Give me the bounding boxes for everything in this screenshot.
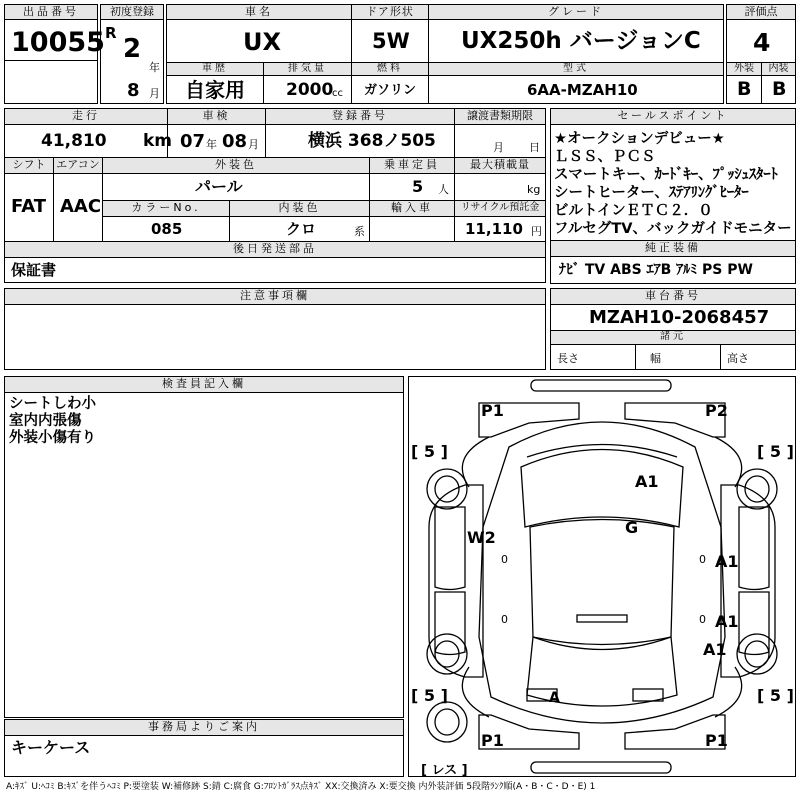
sales-points-list: [551, 128, 797, 239]
history: 自家用: [185, 78, 245, 102]
sales-point-line: スマートキー、ｶｰﾄﾞｷｰ、ﾌﾟｯｼｭｽﾀｰﾄ: [554, 167, 778, 183]
shift: FAT: [11, 196, 47, 217]
shift-label: シフト: [4, 157, 54, 174]
inspector-line: シートしわ小: [9, 396, 96, 412]
lot-label: 出品番号: [4, 4, 98, 20]
office-note: キーケース: [11, 738, 91, 757]
plate: 横浜 368ノ505: [308, 131, 436, 151]
displacement: 2000: [286, 80, 334, 100]
chassis-cell: [550, 304, 796, 331]
doors: 5W: [372, 29, 410, 53]
ac: AAC: [60, 196, 102, 217]
capacity-unit: 人: [438, 183, 449, 196]
name-cell: [166, 19, 352, 63]
car-diagram-frame: [408, 376, 796, 777]
reg-year: 2: [123, 34, 142, 64]
score: 4: [753, 28, 771, 57]
reg-year-unit: 年: [149, 61, 160, 74]
fuel: ガソリン: [364, 83, 417, 98]
spec-height-cell: [720, 344, 796, 370]
office-box: [4, 735, 404, 777]
import-label: 輸入車: [369, 200, 455, 217]
ext-cell: [726, 75, 762, 104]
reg-cell: [100, 19, 164, 104]
spec-width: 幅: [650, 352, 661, 365]
sales-point-line: ＬＳＳ、ＰＣＳ: [554, 149, 656, 165]
inspector-box: [4, 392, 404, 718]
insp-month-unit: 月: [248, 138, 259, 151]
tire-depth-front-left: [ 5 ]: [411, 442, 448, 461]
lot-blank: [4, 60, 98, 104]
later-parts: 保証書: [11, 261, 57, 279]
score-label: 評価点: [726, 4, 796, 20]
score-cell: [726, 19, 796, 63]
equipment-items: ﾅﾋﾞ TV ABS ｴｱB ｱﾙﾐ PS PW: [559, 262, 753, 278]
lot-cell: [4, 19, 105, 61]
plate-cell: [265, 124, 455, 158]
transfer-month-unit: 月: [493, 141, 504, 154]
door-zero-mark: 0: [501, 613, 508, 626]
model-label: 型式: [428, 62, 724, 76]
color-label: 外装色: [102, 157, 370, 174]
int-grade: B: [772, 78, 787, 100]
fuel-label: 燃料: [351, 62, 429, 76]
defect-mark-g-windshield: G: [625, 518, 639, 537]
defect-mark-a-rear: A: [549, 690, 560, 706]
inspector-label: 検査員記入欄: [4, 376, 404, 393]
car-name: UX: [243, 28, 281, 56]
cc-unit: cc: [332, 88, 343, 99]
notes-box: [4, 304, 546, 370]
displacement-label: 排気量: [263, 62, 352, 76]
reg-era: R: [105, 24, 117, 42]
recycle-label: リサイクル預託金: [454, 200, 546, 217]
transfer-label: 譲渡書類期限: [454, 108, 546, 125]
transfer-cell: [454, 124, 546, 158]
color-cell: [102, 173, 370, 201]
interior-color: クロ: [286, 220, 317, 238]
door-zero-mark: 0: [699, 613, 706, 626]
displacement-cell: [263, 75, 352, 104]
model-cell: [428, 75, 724, 104]
later-parts-cell: [4, 257, 546, 283]
notes-label: 注意事項欄: [4, 288, 546, 305]
spec-width-cell: [635, 344, 721, 370]
chassis-label: 車台番号: [550, 288, 796, 305]
sales-point-line: ビルトインＥＴＣ２．０: [554, 203, 713, 219]
interior-color-label: 内装色: [229, 200, 370, 217]
insp-year-unit: 年: [206, 138, 217, 151]
interior-color-cell: [229, 216, 370, 242]
inspector-lines: [9, 396, 96, 447]
equipment-label: 純正装備: [550, 240, 796, 257]
mileage-cell: [4, 124, 173, 158]
spec-height: 高さ: [727, 352, 749, 365]
color: パール: [195, 177, 243, 196]
chassis-number: MZAH10-2068457: [589, 307, 770, 328]
tire-depth-rear-left: [ 5 ]: [411, 686, 448, 705]
inspection-label: 車検: [167, 108, 266, 125]
color-no: 085: [151, 220, 183, 238]
reg-month: 8: [127, 80, 140, 101]
spec-length: 長さ: [557, 352, 579, 365]
later-parts-label: 後日発送部品: [4, 241, 546, 258]
grade: UX250h バージョンC: [461, 28, 701, 54]
mileage-unit: km: [143, 131, 173, 151]
load-unit: kg: [527, 183, 541, 196]
sales-point-line: シートヒーター、ｽﾃｱﾘﾝｸﾞﾋｰﾀｰ: [554, 185, 749, 201]
shift-cell: [4, 173, 54, 242]
capacity-cell: [369, 173, 455, 201]
sales-point-line: フルセグTV、バックガイドモニター: [554, 221, 792, 237]
transfer-day-unit: 日: [529, 141, 540, 154]
defect-mark-a1-hood: A1: [635, 472, 659, 491]
specs-label: 諸元: [550, 330, 796, 345]
lot-number: 10055: [11, 27, 105, 58]
insp-month: 08: [222, 131, 248, 152]
load-cell: [454, 173, 546, 201]
int-cell: [761, 75, 796, 104]
door-zero-mark: 0: [699, 553, 706, 566]
defect-mark-a1-right-rear-fender: A1: [703, 640, 727, 659]
sales-points-label: セールスポイント: [550, 108, 796, 125]
defect-mark-p1-front-left: P1: [481, 401, 504, 420]
defect-mark-w2-left-door: W2: [467, 528, 496, 547]
recycle-unit: 円: [531, 225, 542, 238]
car-diagram: [409, 377, 795, 776]
sales-point-line: ★オークションデビュー★: [554, 131, 725, 147]
capacity: 5: [412, 177, 424, 196]
equipment-cell: [550, 256, 796, 284]
plate-label: 登録番号: [265, 108, 455, 125]
grade-label: グレード: [428, 4, 724, 20]
inspector-line: 外装小傷有り: [9, 430, 96, 446]
history-cell: [166, 75, 264, 104]
color-no-cell: [102, 216, 230, 242]
grade-cell: [428, 19, 724, 63]
spare-wheel-label: [ レス ]: [421, 763, 468, 778]
tire-depth-rear-right: [ 5 ]: [757, 686, 794, 705]
door-label: ドア形状: [351, 4, 429, 20]
ac-label: エアコン: [53, 157, 103, 174]
insp-year: 07: [180, 131, 206, 152]
inspection-cell: [167, 124, 266, 158]
mileage-label: 走行: [4, 108, 168, 125]
spec-length-cell: [550, 344, 636, 370]
defect-mark-a1-right-rear-door: A1: [715, 612, 739, 631]
name-label: 車名: [166, 4, 352, 20]
inspector-line: 室内内張傷: [9, 413, 82, 429]
reg-label: 初度登録: [100, 4, 164, 20]
fuel-cell: [351, 75, 429, 104]
color-no-label: カラーNo.: [102, 200, 230, 217]
reg-month-unit: 月: [149, 87, 160, 100]
ac-cell: [53, 173, 103, 242]
defect-mark-p1-rear-right: P1: [705, 731, 728, 750]
int-label: 内装: [761, 62, 796, 76]
door-cell: [351, 19, 429, 63]
office-label: 事務局よりご案内: [4, 719, 404, 736]
defect-mark-p1-rear-left: P1: [481, 731, 504, 750]
defect-mark-a1-right-front-door: A1: [715, 552, 739, 571]
capacity-label: 乗車定員: [369, 157, 455, 174]
ext-grade: B: [737, 78, 752, 100]
defect-mark-p2-front-right: P2: [705, 401, 728, 420]
legend: A:ｷｽﾞ U:ﾍｺﾐ B:ｷｽﾞを伴うﾍｺﾐ P:要塗装 W:補修跡 S:錆 C:腐食 G:ﾌﾛﾝﾄｶﾞﾗｽ点ｷｽﾞ XX:交換済み X:要交換 内外装評価 5段階ﾗﾝｸ順(A・B・C・D・E) 1: [6, 782, 596, 792]
recycle-cell: [454, 216, 546, 242]
recycle: 11,110: [465, 220, 523, 238]
load-label: 最大積載量: [454, 157, 546, 174]
import-cell: [369, 216, 455, 242]
ext-label: 外装: [726, 62, 762, 76]
model-code: 6AA-MZAH10: [527, 81, 638, 99]
interior-color-unit: 系: [354, 225, 365, 238]
history-label: 車歴: [166, 62, 264, 76]
mileage: 41,810: [41, 131, 107, 151]
door-zero-mark: 0: [501, 553, 508, 566]
tire-depth-front-right: [ 5 ]: [757, 442, 794, 461]
